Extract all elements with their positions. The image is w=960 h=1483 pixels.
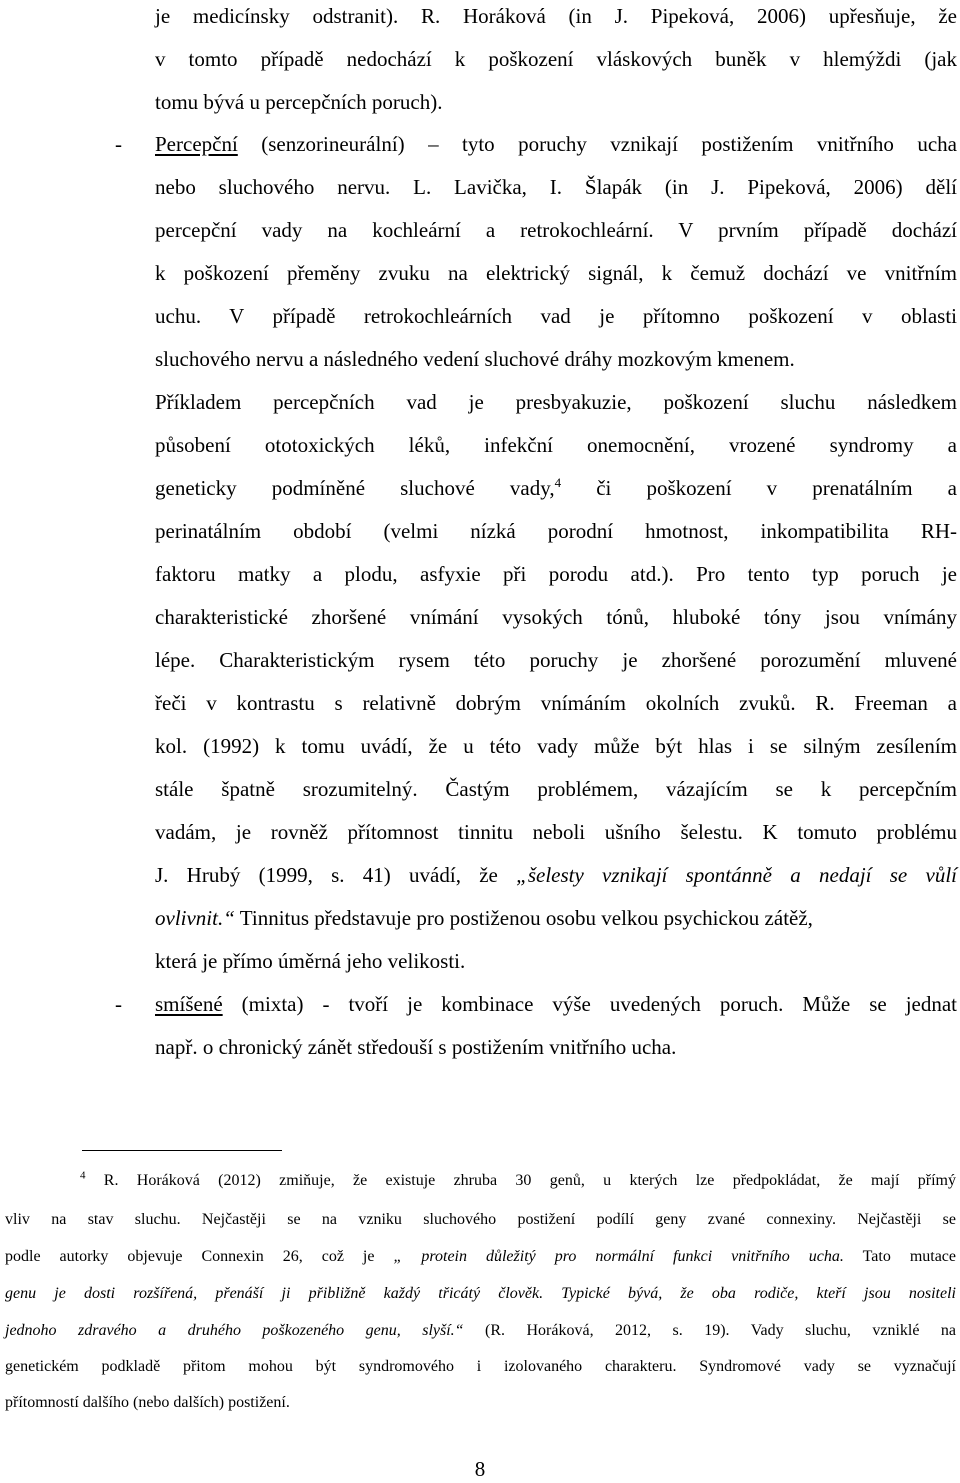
body-line: Percepční (senzorineurální) – tyto poruchy vznikají postižením vnitřního ucha [155,132,957,156]
footnote-line: vliv na stav sluchu. Nejčastěji se na vzniku sluchového postižení podílí geny zvané connexiny. Nejčastěji se [5,1211,956,1228]
footnote-line: genetickém podkladě přitom mohou být syndromového i izolovaného charakteru. Syndromové vady se vyznačují [5,1358,956,1375]
body-line: tomu bývá u percepčních poruch). [155,90,443,114]
body-line: k poškození přeměny zvuku na elektrický signál, k čemuž dochází ve vnitřním [155,261,957,285]
footnote-ref: 4 [554,475,562,490]
body-line: faktoru matky a plodu, asfyxie při porodu atd.). Pro tento typ poruch je [155,562,957,586]
list-bullet: - [115,992,122,1016]
body-line: Příkladem percepčních vad je presbyakuzie, poškození sluchu následkem [155,390,957,414]
term-percepcni: Percepční [155,132,238,156]
body-line: vadám, je rovněž přítomnost tinnitu neboli ušního šelestu. K tomuto problému [155,820,957,844]
body-line: smíšené (mixta) - tvoří je kombinace výše uvedených poruch. Může se jednat [155,992,957,1016]
footnote-separator [82,1150,282,1151]
footnote-line: jednoho zdravého a druhého poškozeného genu, slyší.“ (R. Horáková, 2012, s. 19). Vady sluchu, vzniklé na [5,1322,957,1339]
term-smisene: smíšené [155,992,223,1016]
body-line: uchu. V případě retrokochleárních vad je přítomno poškození v oblasti [155,304,957,328]
body-line: stále špatně srozumitelný. Častým problémem, vázajícím se k percepčním [155,777,957,801]
body-line: řeči v kontrastu s relativně dobrým vnímáním okolních zvuků. R. Freeman a [155,691,957,715]
footnote-line: genu je dosti rozšířená, přenáší ji přibližně každý třicátý člověk. Typické bývá, že oba rodiče, kteří jsou nositeli [5,1285,956,1302]
body-line: sluchového nervu a následného vedení sluchové dráhy mozkovým kmenem. [155,347,795,371]
body-line: která je přímo úměrná jeho velikosti. [155,949,466,973]
quote: ovlivnit.“ [155,906,235,930]
footnote-number: 4 [80,1169,86,1182]
body-line: kol. (1992) k tomu uvádí, že u této vady může být hlas i se silným zesílením [155,734,957,758]
body-line: nebo sluchového nervu. L. Lavička, I. Šlapák (in J. Pipeková, 2006) dělí [155,175,957,199]
footnote-line: $^4$ R. Horáková (2012) zmiňuje, že existuje zhruba 30 genů, u kterých lze předpokládat, že mají přímý [80,1169,956,1189]
body-line: je medicínsky odstranit). R. Horáková (in J. Pipeková, 2006) upřesňuje, že [155,4,957,28]
body-line: působení ototoxických léků, infekční onemocnění, vrozené syndromy a [155,433,957,457]
body-line: charakteristické zhoršené vnímání vysokých tónů, hluboké tóny jsou vnímány [155,605,957,629]
body-line: perinatálním období (velmi nízká porodní hmotnost, inkompatibilita RH- [155,519,957,543]
quote: „šelesty vznikají spontánně a nedají se vůlí [516,863,957,887]
body-line: lépe. Charakteristickým rysem této poruchy je zhoršené porozumění mluvené [155,648,957,672]
page-number: 8 [474,1457,486,1481]
body-line: v tomto případě nedochází k poškození vláskových buněk v hlemýždi (jak [155,47,957,71]
list-bullet: - [115,132,122,156]
footnote-line: podle autorky objevuje Connexin 26, což je „ protein důležitý pro normální funkci vnitřního ucha. Tato mutace [5,1248,957,1265]
body-line: geneticky podmíněné sluchové vady,$^4$ či poškození v prenatálním a [155,475,957,500]
footnote-line: přítomností dalšího (nebo dalších) postižení. [5,1394,290,1411]
body-line: percepční vady na kochleární a retrokochleární. V prvním případě dochází [155,218,957,242]
body-line: ovlivnit.“ Tinnitus představuje pro postiženou osobu velkou psychickou zátěž, [155,906,813,930]
body-line: J. Hrubý (1999, s. 41) uvádí, že „šelesty vznikají spontánně a nedají se vůlí [155,863,957,887]
body-line: např. o chronický zánět středouší s postižením vnitřního ucha. [155,1035,677,1059]
